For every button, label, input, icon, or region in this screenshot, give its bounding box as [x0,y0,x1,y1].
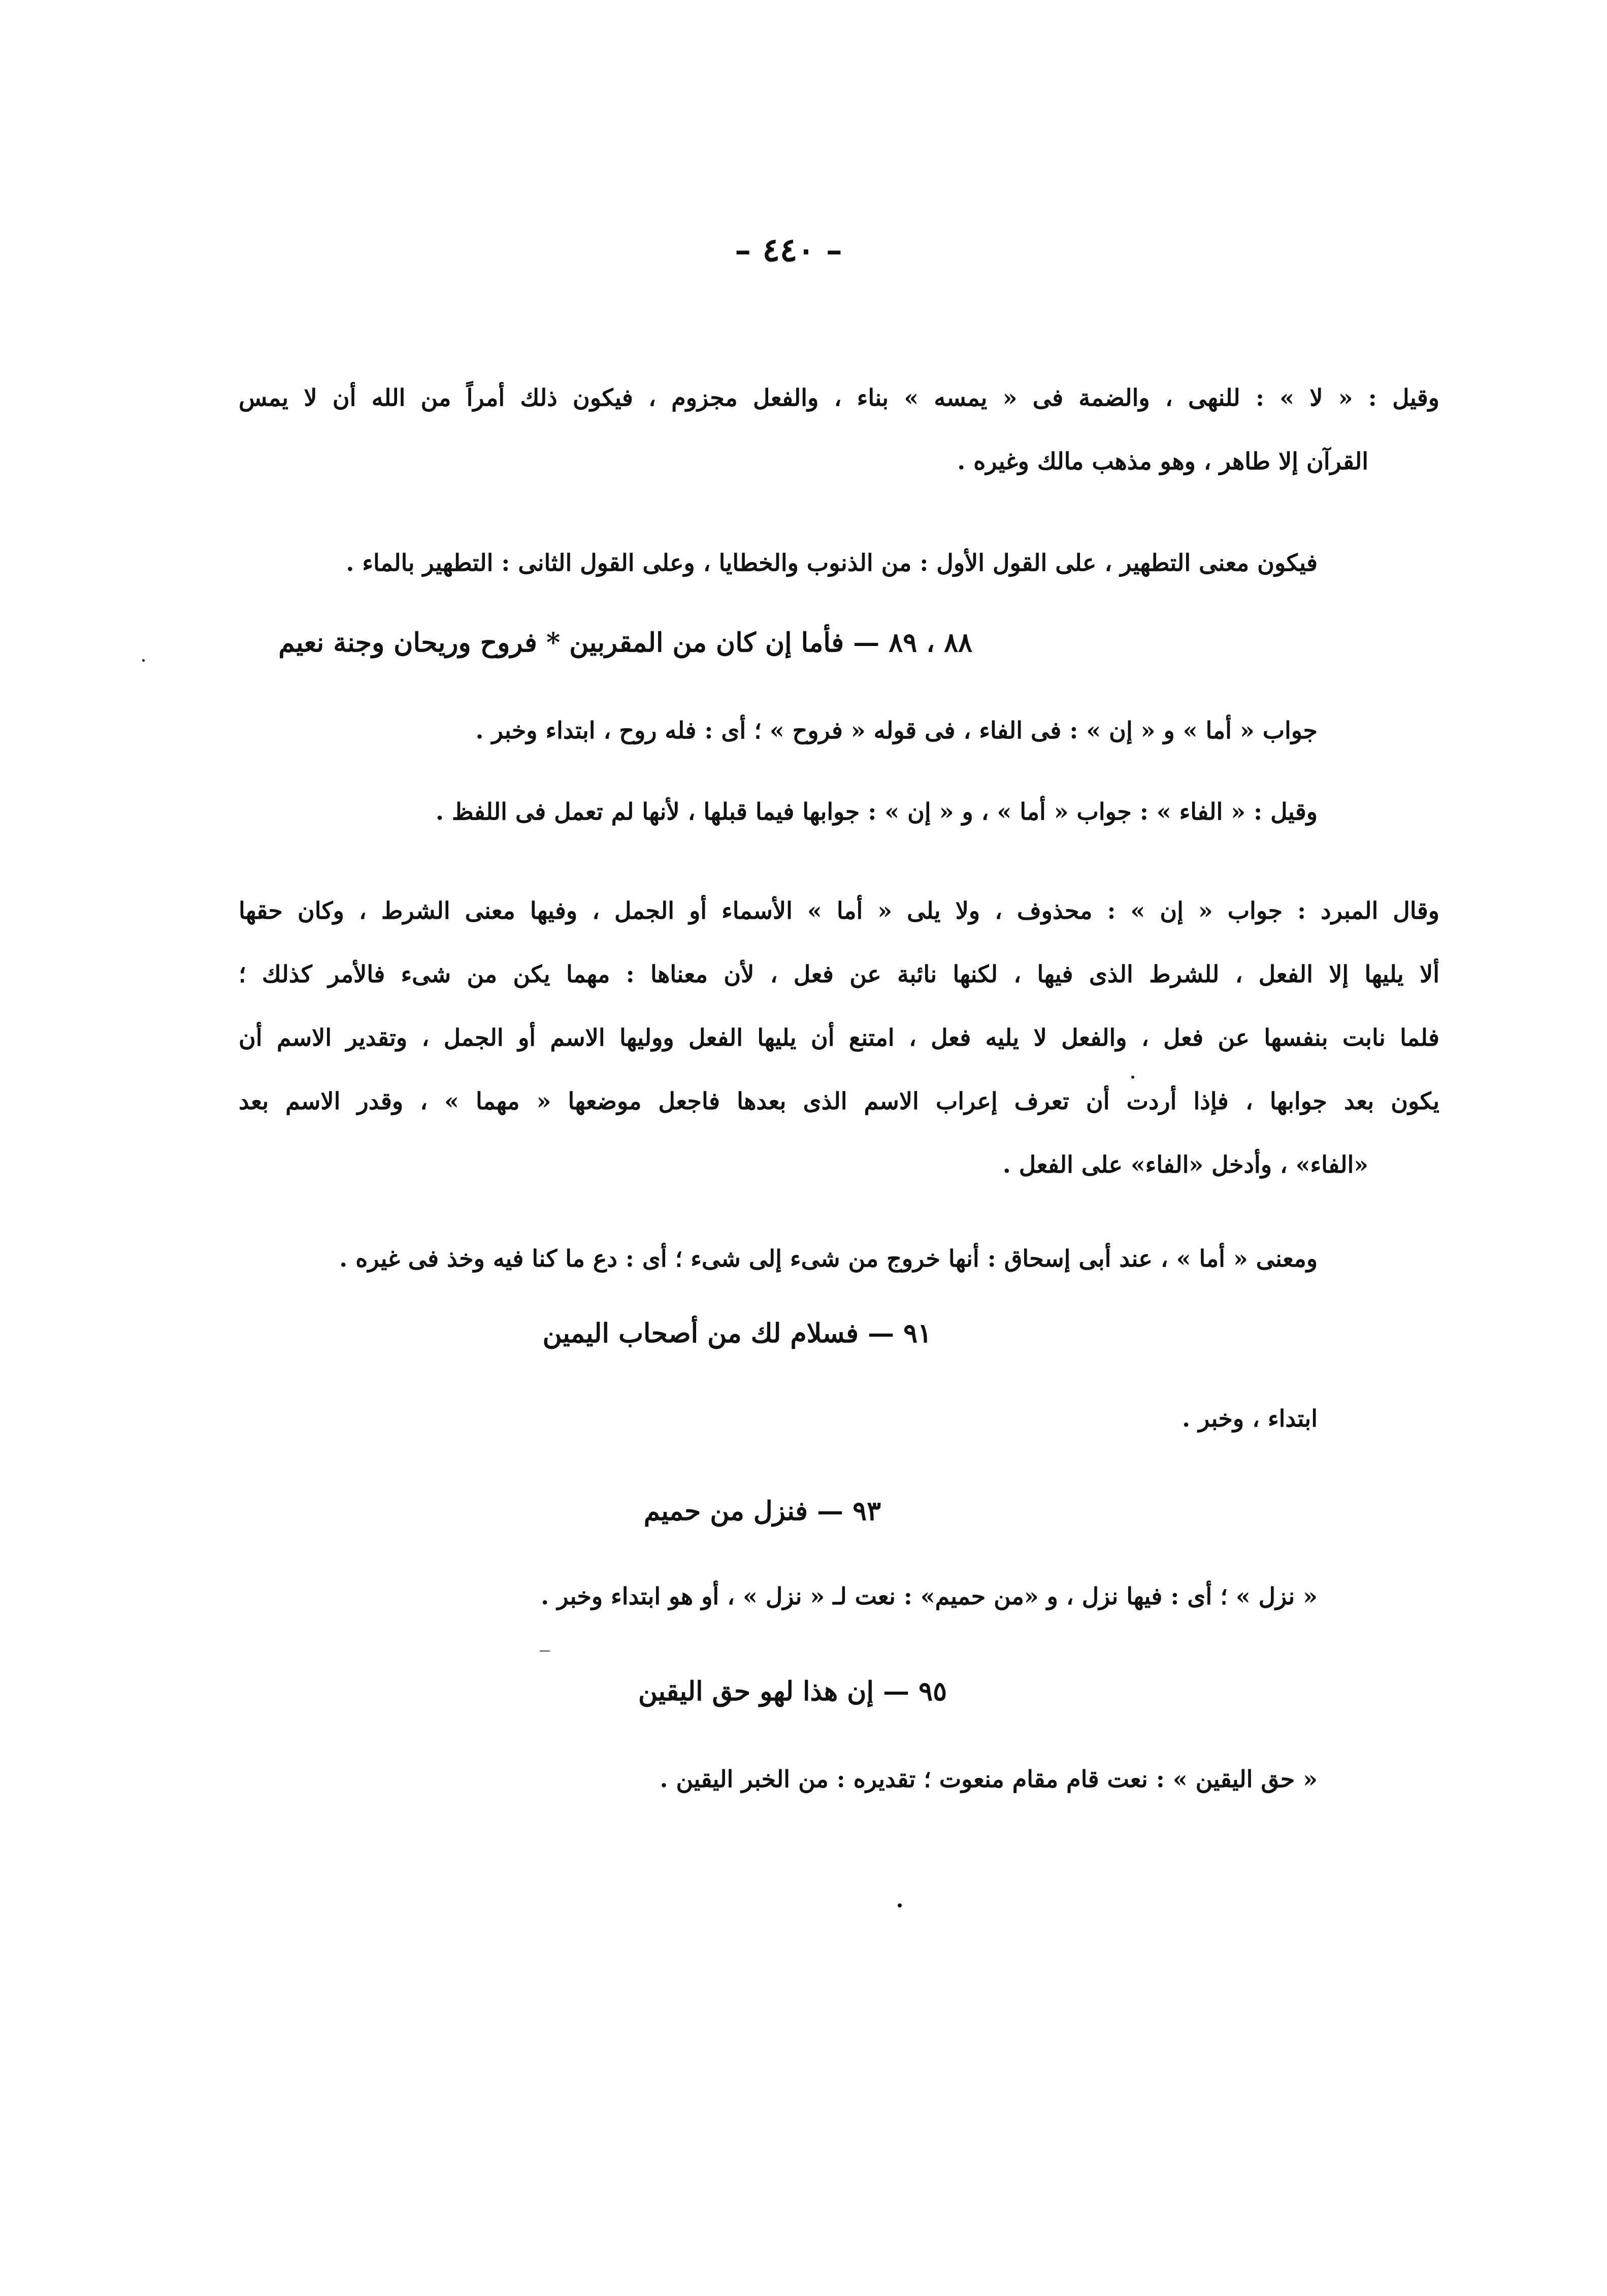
verse-93: ٩٣ — فنزل من حميم [643,1496,881,1527]
paragraph-1-line-2: القرآن إلا طاهر ، وهو مذهب مالك وغيره . [957,447,1368,475]
paragraph-5-line-2: ألا يليها إلا الفعل ، للشرط الذى فيها ، لكنها نائبة عن فعل ، لأن معناها : مهما يكن من شىء فالأمر كذلك ؛ [239,960,1439,988]
paragraph-2-line-1: فيكون معنى التطهير ، على القول الأول : من الذنوب والخطايا ، وعلى القول الثانى : التطهير بالماء . [346,549,1318,576]
scan-speck [898,1903,902,1907]
scan-speck [1131,1076,1134,1079]
verse-91: ٩١ — فسلام لك من أصحاب اليمين [542,1318,932,1349]
paragraph-4-line-1: وقيل : « الفاء » : جواب « أما » ، و « إن » : جوابها فيما قبلها ، لأنها لم تعمل فى اللفظ . [435,798,1318,825]
paragraph-3-line-1: جواب « أما » و « إن » : فى الفاء ، فى قوله « فروح » ؛ أى : فله روح ، ابتداء وخبر . [475,717,1318,744]
paragraph-5-line-5: «الفاء» ، وأدخل «الفاء» على الفعل . [1002,1151,1368,1178]
paragraph-1-line-1: وقيل : « لا » : للنهى ، والضمة فى « يمسه » بناء ، والفعل مجزوم ، فيكون ذلك أمراً من الله أن لا يمس [239,384,1439,411]
paragraph-5-line-4: يكون بعد جوابها ، فإذا أردت أن تعرف إعراب الاسم الذى بعدها فاجعل موضعها « مهما » ، وقدر الاسم بعد [239,1087,1439,1115]
paragraph-5-line-1: وقال المبرد : جواب « إن » : محذوف ، ولا يلى « أما » الأسماء أو الجمل ، وفيها معنى الشرط ، وكان حقها [239,897,1439,924]
paragraph-5-line-3: فلما نابت بنفسها عن فعل ، والفعل لا يليه فعل ، امتنع أن يليها الفعل ووليها الاسم أو الجمل ، وتقدير الاسم أن [239,1024,1439,1051]
paragraph-8-line-1: ابتداء ، وخبر . [1182,1405,1318,1432]
paragraph-12-line-1: « حق اليقين » : نعت قام مقام منعوت ؛ تقديره : من الخبر اليقين . [660,1765,1318,1793]
paragraph-10-line-1: « نزل » ؛ أى : فيها نزل ، و «من حميم» : نعت لـ « نزل » ، أو هو ابتداء وخبر . [541,1582,1318,1610]
scan-speck [142,659,145,662]
paragraph-6-line-1: ومعنى « أما » ، عند أبى إسحاق : أنها خروج من شىء إلى شىء ؛ أى : دع ما كنا فيه وخذ فى غيره . [339,1245,1318,1272]
verse-88-89: ٨٨ ، ٨٩ — فأما إن كان من المقربين * فروح وريحان وجنة نعيم [278,627,972,658]
page-number: – ٤٤٠ – [735,231,842,269]
scan-speck [540,1651,550,1652]
verse-95: ٩٥ — إن هذا لهو حق اليقين [638,1676,947,1707]
